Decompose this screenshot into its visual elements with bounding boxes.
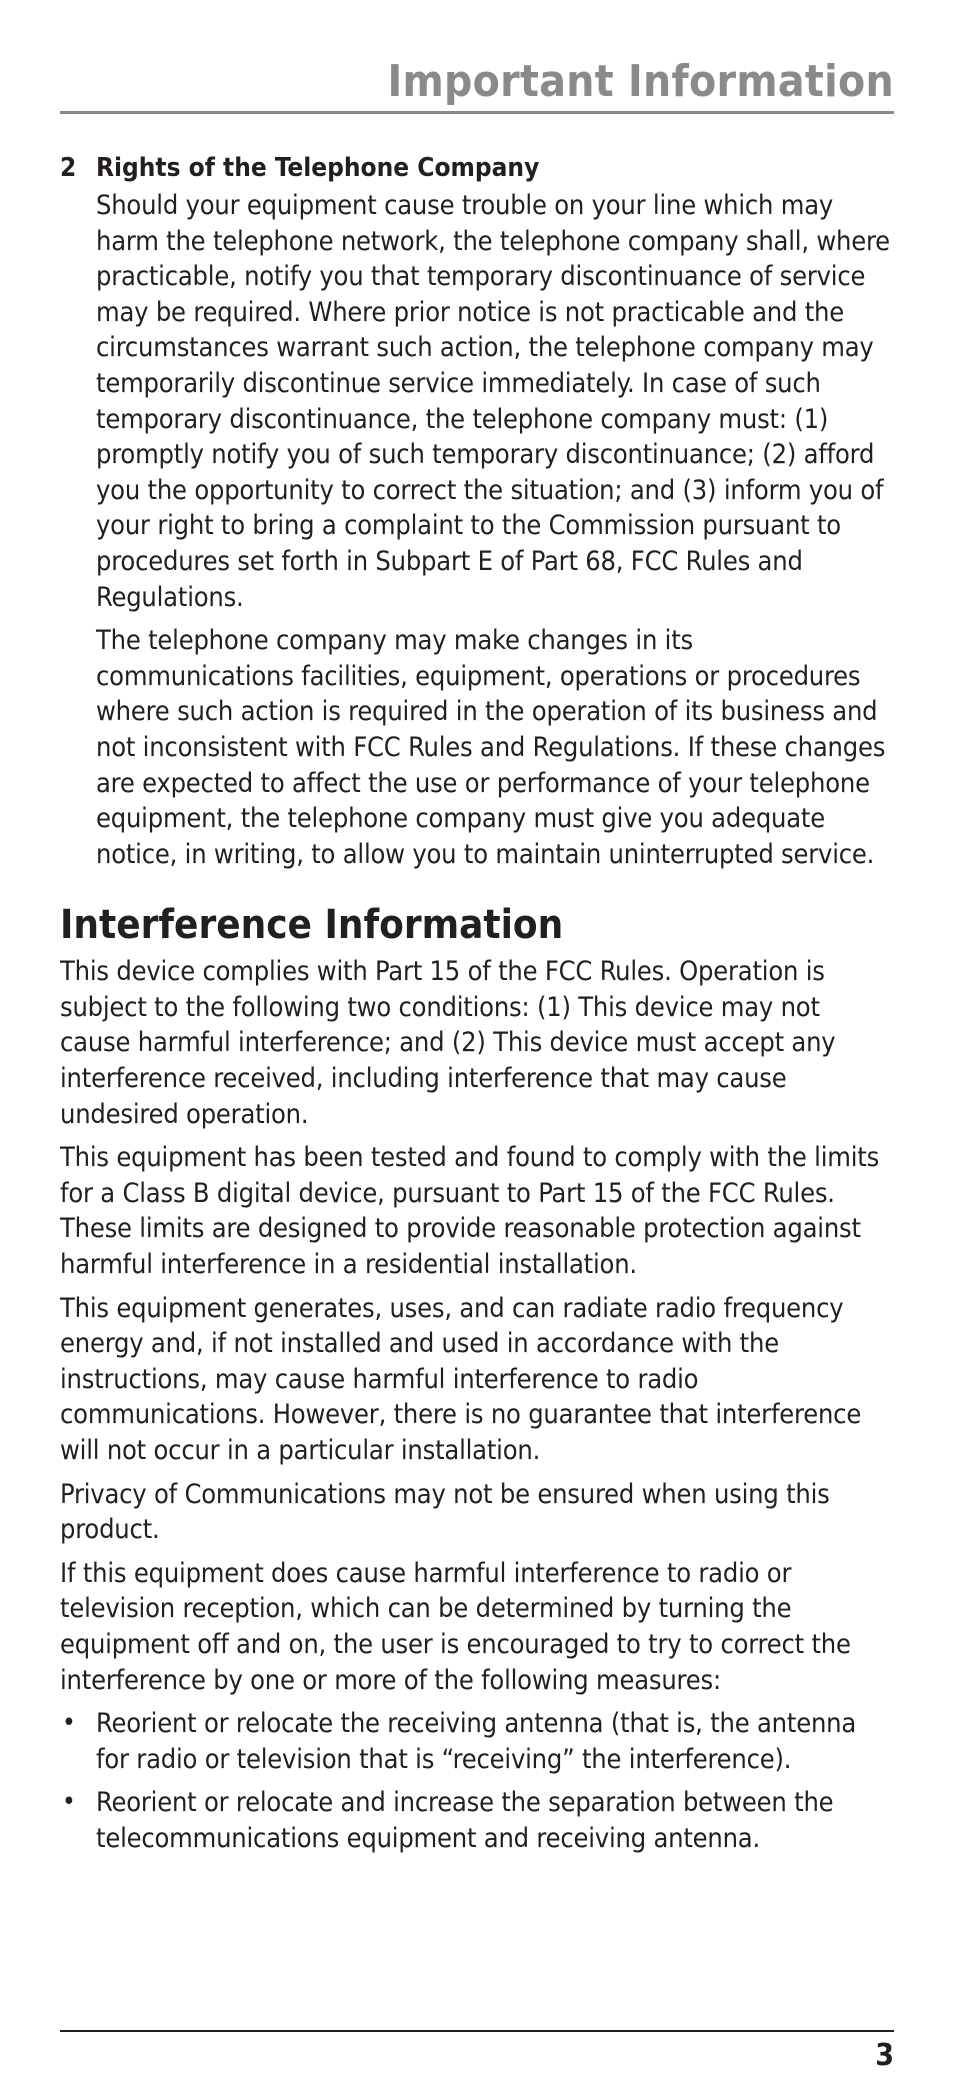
numbered-section-rights <box>60 150 896 872</box>
list-item-text: Reorient or relocate the receiving antenna (that is, the antenna for radio or television that is “receiving” the interference). <box>96 1708 857 1775</box>
page-footer <box>60 2030 894 2073</box>
page-number: 3 <box>875 2038 894 2073</box>
list-item <box>60 1785 896 1856</box>
section-heading: Rights of the Telephone Company <box>96 153 540 183</box>
paragraph: This device complies with Part 15 of the FCC Rules. Operation is subject to the following two conditions: (1) This device may not cause harmful interference; and (2) This device must accept any interference received, including interference that may cause undesired operation. <box>60 956 836 1130</box>
page-title: Important Information <box>387 56 894 107</box>
list-item-text: Reorient or relocate and increase the separation between the telecommunications equipment and receiving antenna. <box>96 1787 834 1854</box>
document-content <box>60 150 896 1865</box>
interference-heading: Interference Information <box>60 902 564 949</box>
page-header <box>60 52 894 114</box>
bullet-icon: • <box>62 1708 76 1739</box>
paragraph: Should your equipment cause trouble on your line which may harm the telephone network, the telephone company shall, where practicable, notify you that temporary discontinuance of service may be required. Where prior notice is not practicable and the circumstances warrant such action, the telephone company may temporarily discontinue service immediately. In case of such temporary discontinuance, the telephone company must: (1) promptly notify you of such temporary discontinuance; (2) afford you the opportunity to correct the situation; and (3) inform you of your right to bring a complaint to the Commission pursuant to procedures set forth in Subpart E of Part 68, FCC Rules and Regulations. <box>96 190 890 613</box>
paragraph: This equipment has been tested and found to comply with the limits for a Class B digital device, pursuant to Part 15 of the FCC Rules. These limits are designed to provide reasonable protection against harmful interference in a residential installation. <box>60 1142 880 1281</box>
measures-list <box>60 1706 896 1856</box>
paragraph: If this equipment does cause harmful interference to radio or television reception, which can be determined by turning the equipment off and on, the user is encouraged to try to correct the interference by one or more of the following measures: <box>60 1557 851 1696</box>
section-number: 2 <box>60 153 77 183</box>
bullet-icon: • <box>62 1787 76 1818</box>
paragraph: Privacy of Communications may not be ensured when using this product. <box>60 1478 830 1546</box>
paragraph: The telephone company may make changes in its communications facilities, equipment, operations or procedures where such action is required in the operation of its business and not inconsistent with FCC Rules and Regulations. If these changes are expected to affect the use or performance of your telephone equipment, the telephone company must give you adequate notice, in writing, to allow you to maintain uninterrupted service. <box>96 625 886 870</box>
paragraph: This equipment generates, uses, and can radiate radio frequency energy and, if not installed and used in accordance with the instructions, may cause harmful interference to radio communications. However, there is no guarantee that interference will not occur in a particular installation. <box>60 1292 862 1466</box>
list-item <box>60 1706 896 1777</box>
